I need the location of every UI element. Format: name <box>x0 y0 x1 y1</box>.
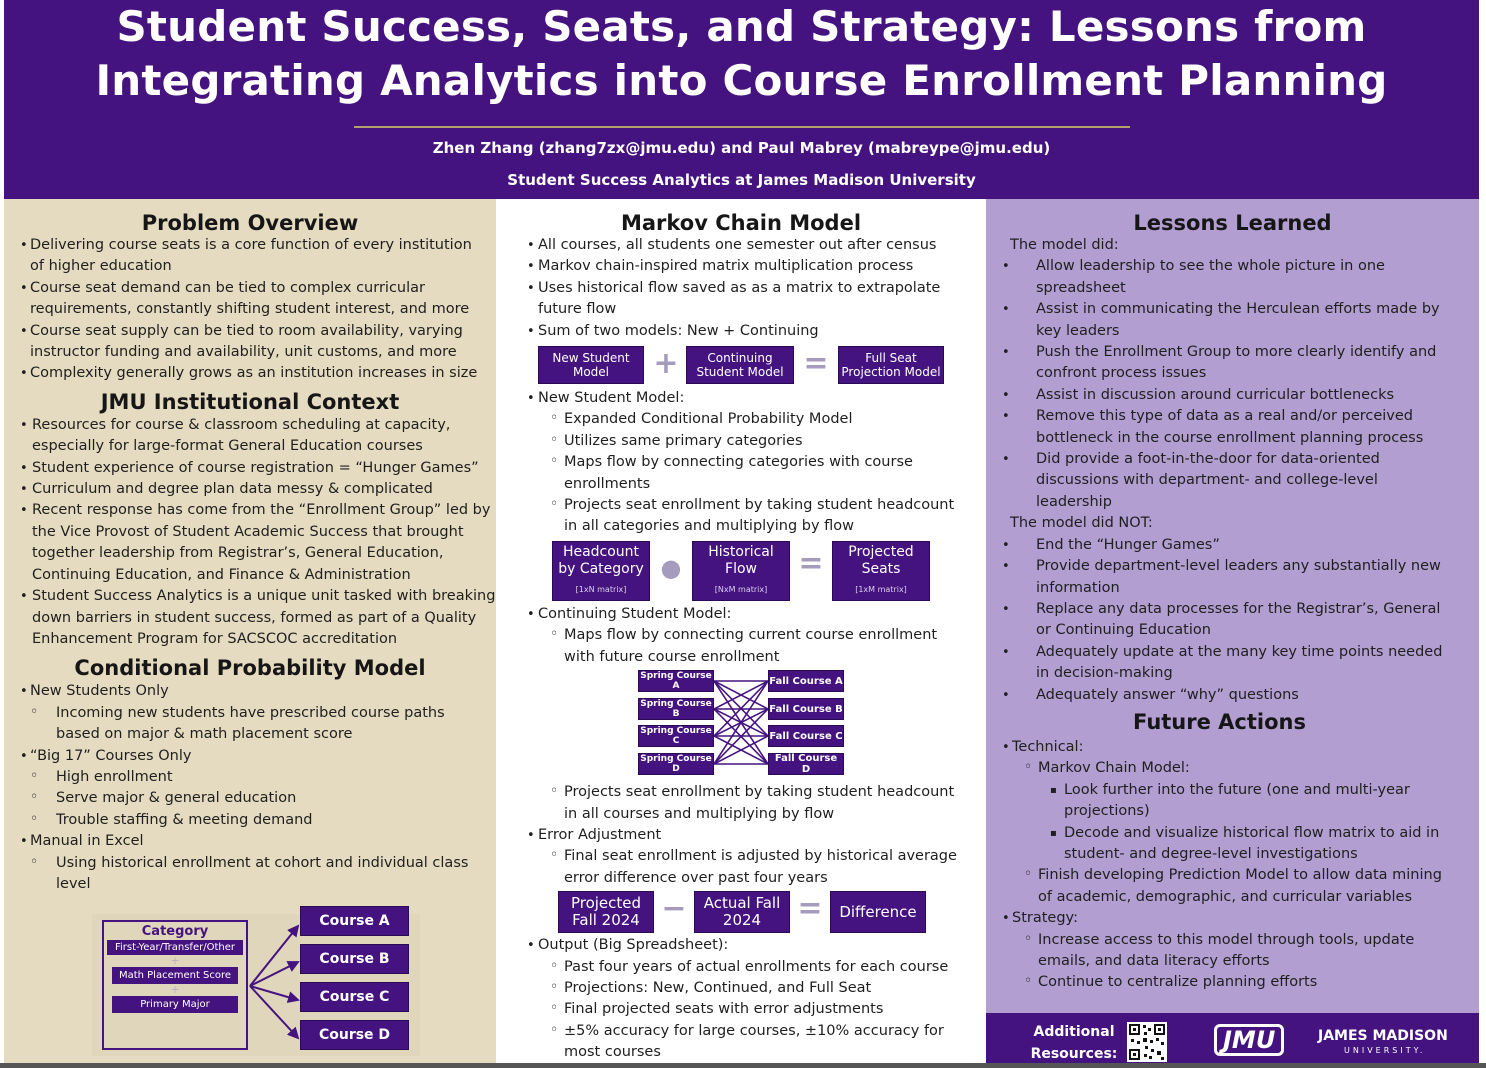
historical-flow-box <box>692 541 790 601</box>
lessons-heading: Lessons Learned <box>1133 211 1332 235</box>
title-line-1: Student Success, Seats, and Strategy: Lessons from <box>116 2 1367 51</box>
list-item-text: Output (Big Spreadsheet): <box>538 937 729 954</box>
category-title: Category <box>141 924 209 939</box>
resources-line-1: Additional <box>1033 1024 1115 1040</box>
new-model-list <box>496 388 986 538</box>
sub-list <box>538 625 966 668</box>
list-item: • Adequately update at the many key time points needed in decision-making <box>986 642 1449 685</box>
new-student-model-box: New Student Model <box>538 346 644 384</box>
list-item: ◦ Incoming new students have prescribed course paths based on major & math placement score <box>30 703 484 746</box>
list-item: ▪ Decode and visualize historical flow matrix to aid in student- and degree-level investigations <box>1038 823 1451 866</box>
future-heading: Future Actions <box>1133 709 1306 734</box>
course-flow-diagram <box>496 668 986 782</box>
poster-header <box>4 0 1479 199</box>
actual-fall-box: Actual Fall 2024 <box>694 891 790 933</box>
category-major: Primary Major <box>112 996 238 1013</box>
footer-band <box>986 1013 1479 1063</box>
list-item: • Recent response has come from the “Enrollment Group” led by the Vice Provost of Student Academic Success that brought together leadership from Registrar’s, General Education, Continuing Education, and Finance & Administration <box>4 500 496 586</box>
list-item-text: New Students Only <box>30 683 169 700</box>
poster-title <box>4 0 1479 108</box>
list-item <box>496 388 966 538</box>
fall-course-c: Fall Course C <box>768 725 844 747</box>
future-list <box>986 737 1479 994</box>
course-b-box: Course B <box>300 944 409 974</box>
authors: Zhen Zhang (zhang7zx@jmu.edu) and Paul Mabrey (mabreype@jmu.edu) <box>432 139 1051 157</box>
sub-list <box>30 767 484 831</box>
category-arrows <box>248 914 304 1056</box>
minus-operator: − <box>661 891 687 927</box>
conditional-heading: Conditional Probability Model <box>74 656 426 681</box>
list-item: ▪ Look further into the future (one and multi-year projections) <box>1038 780 1451 823</box>
headcount-box <box>552 541 650 601</box>
list-item <box>496 604 966 668</box>
course-d-box: Course D <box>300 1020 409 1050</box>
list-item: • Uses historical flow saved as as a matrix to extrapolate future flow <box>496 278 966 321</box>
category-box <box>102 920 248 1050</box>
plus-operator: + <box>653 346 679 382</box>
spring-course-b: Spring Course B <box>638 698 714 720</box>
list-item: • Resources for course & classroom scheduling at capacity, especially for large-format General Education courses <box>4 415 496 458</box>
did-label: The model did: <box>1010 237 1119 253</box>
list-item: • Assist in communicating the Herculean efforts made by key leaders <box>986 299 1449 342</box>
context-heading: JMU Institutional Context <box>100 389 400 414</box>
list-item: ◦ Expanded Conditional Probability Model <box>538 409 966 430</box>
list-item-text: “Big 17” Courses Only <box>30 747 192 764</box>
error-list <box>496 825 986 889</box>
jmu-logo-mark: JMU <box>1214 1024 1284 1056</box>
full-seat-projection-box: Full Seat Projection Model <box>838 346 944 384</box>
list-item: ◦ Projections: New, Continued, and Full Seat <box>538 978 966 999</box>
middle-column <box>496 199 986 1068</box>
list-item: ◦ Projects seat enrollment by taking student headcount in all categories and multiplying by flow <box>538 495 966 538</box>
list-item: ◦ Serve major & general education <box>30 788 484 809</box>
equals-operator: = <box>797 891 823 927</box>
plus-sign: + <box>170 954 180 967</box>
list-item: • Course seat demand can be tied to complex curricular requirements, constantly shifting student interest, and more <box>4 278 490 321</box>
list-item: ◦ Projects seat enrollment by taking student headcount in all courses and multiplying by flow <box>538 782 966 825</box>
list-item: • Push the Enrollment Group to more clearly identify and confront process issues <box>986 342 1449 385</box>
projected-seats-label: Projected Seats <box>848 543 914 577</box>
headcount-label: Headcount by Category <box>558 543 644 577</box>
list-item: • End the “Hunger Games” <box>986 535 1449 556</box>
list-item: ◦ Final seat enrollment is adjusted by historical average error difference over past four years <box>538 846 966 889</box>
list-item: ◦ Utilizes same primary categories <box>538 431 966 452</box>
list-item: • Student Success Analytics is a unique unit tasked with breaking down barriers in student success, formed as part of a Quality Enhancement Program for SACSCOC accreditation <box>4 586 496 650</box>
list-item-text: Error Adjustment <box>538 826 662 843</box>
list-item <box>496 935 966 1063</box>
projected-seats-dim: [1xM matrix] <box>855 584 907 594</box>
spring-course-d: Spring Course D <box>638 753 714 775</box>
spring-course-c: Spring Course C <box>638 725 714 747</box>
category-first-year: First-Year/Transfer/Other <box>107 940 243 955</box>
qr-code-icon[interactable] <box>1127 1022 1167 1062</box>
historical-flow-label: Historical Flow <box>708 543 774 577</box>
list-item: • Replace any data processes for the Registrar’s, General or Continuing Education <box>986 599 1449 642</box>
list-item: ◦ Finish developing Prediction Model to allow data mining of academic, demographic, and curricular variables <box>1012 865 1451 908</box>
list-item-text: Manual in Excel <box>30 833 144 850</box>
list-item: ◦ Trouble staffing & meeting demand <box>30 810 484 831</box>
list-item <box>1012 758 1451 865</box>
problem-list <box>4 235 496 385</box>
list-item-text: New Student Model: <box>538 390 685 407</box>
list-item: ◦ Maps flow by connecting categories with course enrollments <box>538 452 966 495</box>
list-item: ◦ High enrollment <box>30 767 484 788</box>
list-item: • Markov chain-inspired matrix multiplication process <box>496 256 966 277</box>
fall-course-a: Fall Course A <box>768 670 844 692</box>
list-item: • Remove this type of data as a real and/or perceived bottleneck in the course enrollment planning process <box>986 406 1449 449</box>
sub-list <box>538 409 966 537</box>
title-line-2: Integrating Analytics into Course Enrollment Planning <box>95 56 1388 105</box>
list-item: ◦ Final projected seats with error adjustments <box>538 999 966 1020</box>
list-item-text: Markov Chain Model: <box>1038 760 1190 777</box>
context-list <box>4 415 496 650</box>
sub-list <box>30 703 484 746</box>
jmu-logo-sub: UNIVERSITY. <box>1344 1046 1426 1055</box>
resources-line-2: Resources: <box>1030 1046 1118 1062</box>
markov-heading: Markov Chain Model <box>620 211 862 235</box>
equation-projection <box>496 538 986 604</box>
projected-seats-box <box>832 541 930 601</box>
bottom-edge <box>0 1063 1486 1068</box>
list-item <box>4 746 484 832</box>
sub-list <box>1012 930 1451 994</box>
projected-fall-box: Projected Fall 2024 <box>558 891 654 933</box>
list-item: • Provide department-level leaders any substantially new information <box>986 556 1449 599</box>
output-list <box>496 935 986 1063</box>
sub-list <box>1012 758 1451 908</box>
equation-error <box>496 889 986 935</box>
fall-course-d: Fall Course D <box>768 753 844 775</box>
sub-sub-list <box>1038 780 1451 866</box>
fall-course-b: Fall Course B <box>768 698 844 720</box>
list-item: ◦ Maps flow by connecting current course enrollment with future course enrollment <box>538 625 966 668</box>
didnot-label: The model did NOT: <box>1010 515 1153 532</box>
list-item: ◦ Continue to centralize planning efforts <box>1012 972 1451 993</box>
historical-flow-dim: [NxM matrix] <box>714 584 768 594</box>
list-item: ◦ Increase access to this model through tools, update emails, and data literacy efforts <box>1012 930 1451 973</box>
list-item: • Adequately answer “why” questions <box>986 685 1449 706</box>
conditional-list <box>4 681 496 895</box>
list-item: ◦ Past four years of actual enrollments for each course <box>538 957 966 978</box>
continuing-model-list <box>496 604 986 668</box>
multiply-operator: ● <box>660 553 682 582</box>
list-item: • Assist in discussion around curricular bottlenecks <box>986 385 1449 406</box>
problem-heading: Problem Overview <box>141 211 359 235</box>
list-item <box>4 681 484 745</box>
left-column <box>4 199 496 1068</box>
continuing-sub-list-2 <box>538 782 986 825</box>
flow-lines <box>714 668 768 778</box>
header-divider <box>354 126 1130 128</box>
right-column <box>986 199 1479 1068</box>
continuing-student-model-box: Continuing Student Model <box>686 346 794 384</box>
list-item-text: Strategy: <box>1012 910 1078 927</box>
list-item <box>496 825 966 889</box>
list-item: • Delivering course seats is a core function of every institution of higher education <box>4 235 490 278</box>
list-item-text: Continuing Student Model: <box>538 605 732 622</box>
list-item: • Curriculum and degree plan data messy & complicated <box>4 479 496 500</box>
course-a-box: Course A <box>300 906 409 936</box>
list-item <box>986 908 1451 994</box>
equation-model-sum <box>496 342 986 388</box>
list-item-text: Technical: <box>1012 738 1084 755</box>
category-diagram <box>92 914 420 1056</box>
list-item: • Did provide a foot-in-the-door for data-oriented discussions with department- and college-level leadership <box>986 449 1449 513</box>
didnot-list <box>986 535 1479 706</box>
additional-resources-label <box>1022 1021 1126 1065</box>
sub-list <box>538 957 966 1064</box>
course-c-box: Course C <box>300 982 409 1012</box>
list-item: • All courses, all students one semester out after census <box>496 235 966 256</box>
sub-list <box>538 846 966 889</box>
sub-list <box>30 853 484 896</box>
right-margin <box>1479 0 1486 1068</box>
did-list <box>986 256 1479 513</box>
category-math: Math Placement Score <box>112 967 238 984</box>
list-item <box>4 831 484 895</box>
markov-intro-list <box>496 235 986 342</box>
spring-course-a: Spring Course A <box>638 670 714 692</box>
difference-box: Difference <box>830 891 926 933</box>
jmu-logo-name: JAMES MADISON <box>1318 1028 1448 1044</box>
list-item: ◦ ±5% accuracy for large courses, ±10% accuracy for most courses <box>538 1021 966 1064</box>
list-item: • Complexity generally grows as an institution increases in size <box>4 363 490 384</box>
affiliation: Student Success Analytics at James Madison University <box>507 171 976 189</box>
list-item: • Course seat supply can be tied to room availability, varying instructor funding and availability, unit customs, and more <box>4 321 490 364</box>
equals-operator: = <box>798 545 824 581</box>
list-item: • Student experience of course registration = “Hunger Games” <box>4 458 496 479</box>
plus-sign: + <box>170 983 180 996</box>
list-item: ◦ Using historical enrollment at cohort and individual class level <box>30 853 484 896</box>
list-item <box>986 737 1451 908</box>
equals-operator: = <box>803 346 829 382</box>
list-item: • Allow leadership to see the whole picture in one spreadsheet <box>986 256 1449 299</box>
list-item: • Sum of two models: New + Continuing <box>496 321 966 342</box>
headcount-dim: [1xN matrix] <box>575 584 627 594</box>
